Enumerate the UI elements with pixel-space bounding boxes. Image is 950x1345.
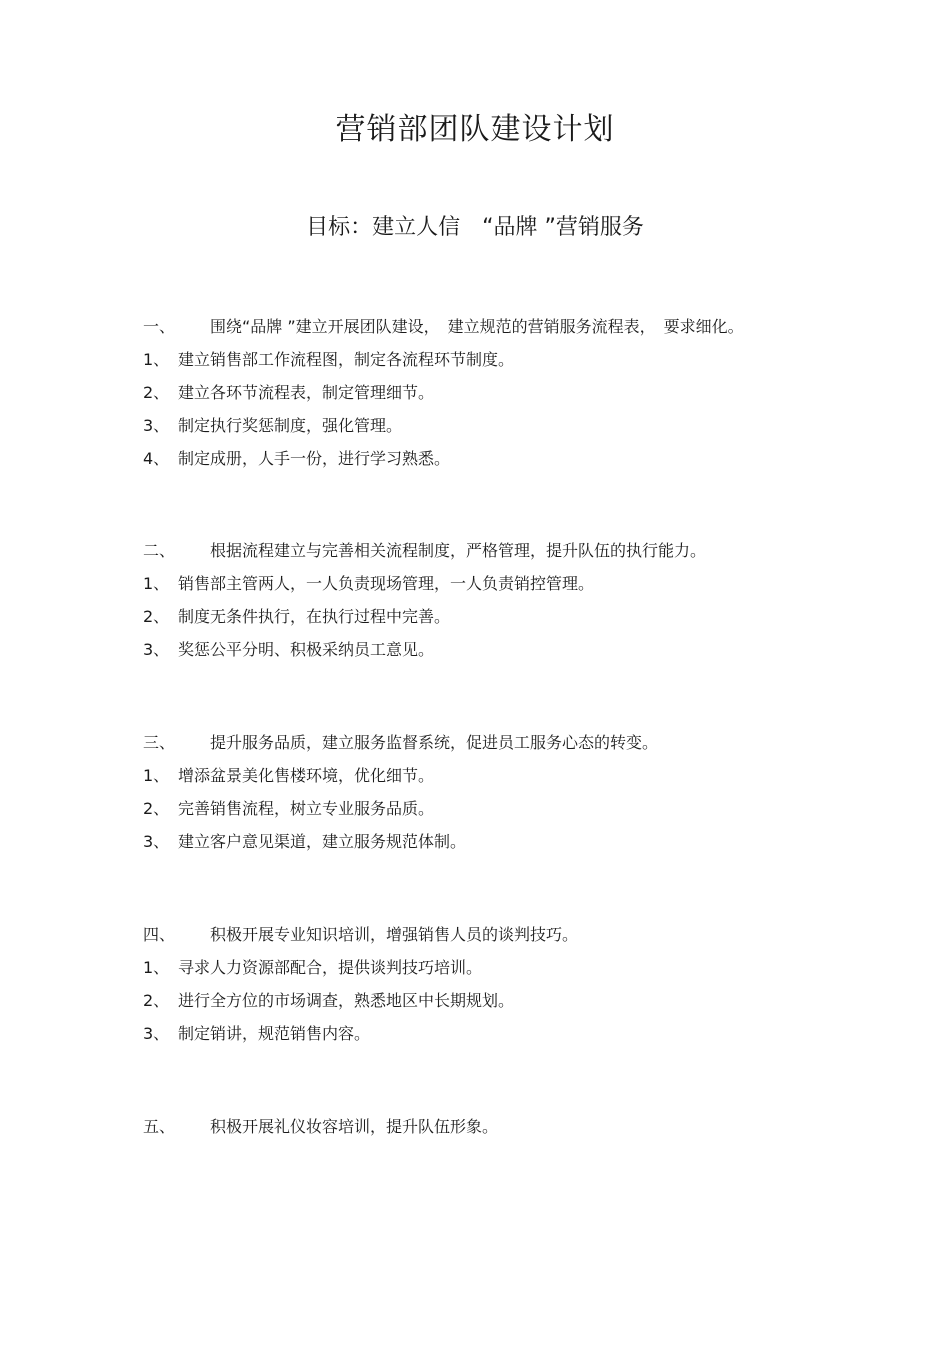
item-text: 奖惩公平分明、积极采纳员工意见。 bbox=[178, 640, 435, 659]
item-number: 3、 bbox=[143, 640, 170, 659]
list-item bbox=[143, 633, 843, 666]
list-item bbox=[143, 1017, 843, 1050]
list-item bbox=[143, 442, 843, 475]
section-heading bbox=[143, 310, 843, 343]
item-text: 增添盆景美化售楼环境，优化细节。 bbox=[178, 766, 435, 785]
section-heading bbox=[143, 918, 843, 951]
item-text: 进行全方位的市场调查，熟悉地区中长期规划。 bbox=[178, 991, 515, 1010]
list-item bbox=[143, 984, 843, 1017]
item-number: 1、 bbox=[143, 574, 170, 593]
item-text: 制定执行奖惩制度，强化管理。 bbox=[178, 416, 403, 435]
document-title: 营销部团队建设计划 bbox=[335, 112, 615, 147]
section-heading-text: 积极开展专业知识培训，增强销售人员的谈判技巧。 bbox=[210, 925, 579, 944]
list-item bbox=[143, 343, 843, 376]
list-item bbox=[143, 759, 843, 792]
item-number: 2、 bbox=[143, 607, 170, 626]
item-text: 销售部主管两人，一人负责现场管理，一人负责销控管理。 bbox=[178, 574, 595, 593]
list-item bbox=[143, 792, 843, 825]
list-item bbox=[143, 409, 843, 442]
section-heading bbox=[143, 726, 843, 759]
item-number: 1、 bbox=[143, 350, 170, 369]
section-3 bbox=[143, 726, 843, 858]
section-2 bbox=[143, 534, 843, 666]
section-heading-text: 根据流程建立与完善相关流程制度，严格管理，提升队伍的执行能力。 bbox=[210, 541, 707, 560]
item-number: 2、 bbox=[143, 991, 170, 1010]
section-heading-text: 围绕“品牌 ”建立开展团队建设， 建立规范的营销服务流程表， 要求细化。 bbox=[210, 317, 744, 336]
item-number: 2、 bbox=[143, 383, 170, 402]
section-heading-text: 提升服务品质，建立服务监督系统，促进员工服务心态的转变。 bbox=[210, 733, 659, 752]
item-text: 制度无条件执行，在执行过程中完善。 bbox=[178, 607, 451, 626]
item-text: 建立客户意见渠道，建立服务规范体制。 bbox=[178, 832, 467, 851]
section-5 bbox=[143, 1110, 843, 1143]
section-number: 四、 bbox=[143, 925, 176, 944]
item-text: 完善销售流程，树立专业服务品质。 bbox=[178, 799, 435, 818]
section-number: 一、 bbox=[143, 317, 176, 336]
item-number: 3、 bbox=[143, 416, 170, 435]
section-heading bbox=[143, 1110, 843, 1143]
item-number: 1、 bbox=[143, 766, 170, 785]
list-item bbox=[143, 951, 843, 984]
item-text: 建立销售部工作流程图，制定各流程环节制度。 bbox=[178, 350, 515, 369]
item-text: 建立各环节流程表，制定管理细节。 bbox=[178, 383, 435, 402]
list-item bbox=[143, 567, 843, 600]
section-number: 二、 bbox=[143, 541, 176, 560]
section-1 bbox=[143, 310, 843, 475]
section-heading-text: 积极开展礼仪妆容培训，提升队伍形象。 bbox=[210, 1117, 499, 1136]
item-number: 3、 bbox=[143, 832, 170, 851]
list-item bbox=[143, 825, 843, 858]
document-subtitle: 目标：建立人信 “品牌 ”营销服务 bbox=[306, 215, 644, 240]
item-number: 4、 bbox=[143, 449, 170, 468]
item-text: 寻求人力资源部配合，提供谈判技巧培训。 bbox=[178, 958, 483, 977]
item-number: 2、 bbox=[143, 799, 170, 818]
item-number: 3、 bbox=[143, 1024, 170, 1043]
list-item bbox=[143, 600, 843, 633]
item-text: 制定成册，人手一份，进行学习熟悉。 bbox=[178, 449, 451, 468]
section-number: 五、 bbox=[143, 1117, 176, 1136]
item-text: 制定销讲，规范销售内容。 bbox=[178, 1024, 371, 1043]
section-number: 三、 bbox=[143, 733, 176, 752]
section-4 bbox=[143, 918, 843, 1050]
item-number: 1、 bbox=[143, 958, 170, 977]
list-item bbox=[143, 376, 843, 409]
section-heading bbox=[143, 534, 843, 567]
